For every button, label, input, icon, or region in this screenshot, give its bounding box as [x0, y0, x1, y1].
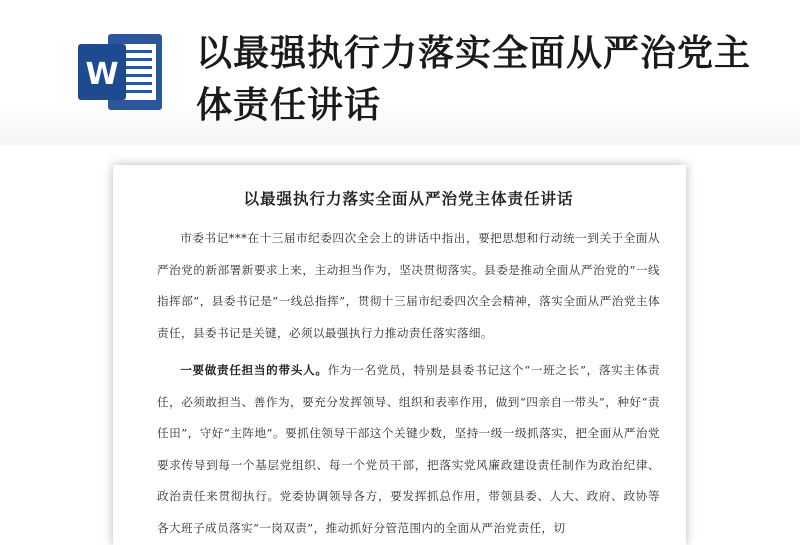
document-paragraph — [157, 355, 660, 544]
paragraph-text: 市委书记***在十三届市纪委四次全会上的讲话中指出，要把思想和行动统一到关于全面从严治党的新部署新要求上来，主动担当作为，坚决贯彻落实。县委是推动全面从严治党的“一线指挥部”，县委书记是“一线总指挥”，贯彻十三届市纪委四次全会精神，落实全面从严治党主体责任，县委书记是关键，必须以最强执行力推动责任落实落细。 — [157, 231, 660, 340]
document-paragraph — [157, 223, 660, 349]
paragraph-text: 作为一名党员，特别是县委书记这个“一班之长”，落实主体责任，必须敢担当、善作为，要充分发挥领导、组织和表率作用，做到“四亲自一带头”，种好“责任田”，守好“主阵地”。要抓住领导干部这个关键少数，坚持一级一级抓落实，把全面从严治党要求传导到每一个基层党组织、每一个党员干部，把落实党风廉政建设责任制作为政治纪律、政治责任来贯彻执行。党委协调领导各方，要发挥抓总作用，带领县委、人大、政府、政协等各大班子成员落实“一岗双责”，推动抓好分管范围内的全面从严治党责任，切 — [157, 363, 660, 535]
word-document-icon — [78, 30, 164, 114]
document-page — [113, 165, 686, 545]
page-title: 以最强执行力落实全面从严治党主体责任讲话 — [196, 33, 752, 126]
word-logo-letter: W — [85, 57, 119, 92]
paragraph-lead: 一要做责任担当的带头人。 — [180, 363, 328, 377]
document-title: 以最强执行力落实全面从严治党主体责任讲话 — [243, 189, 574, 208]
